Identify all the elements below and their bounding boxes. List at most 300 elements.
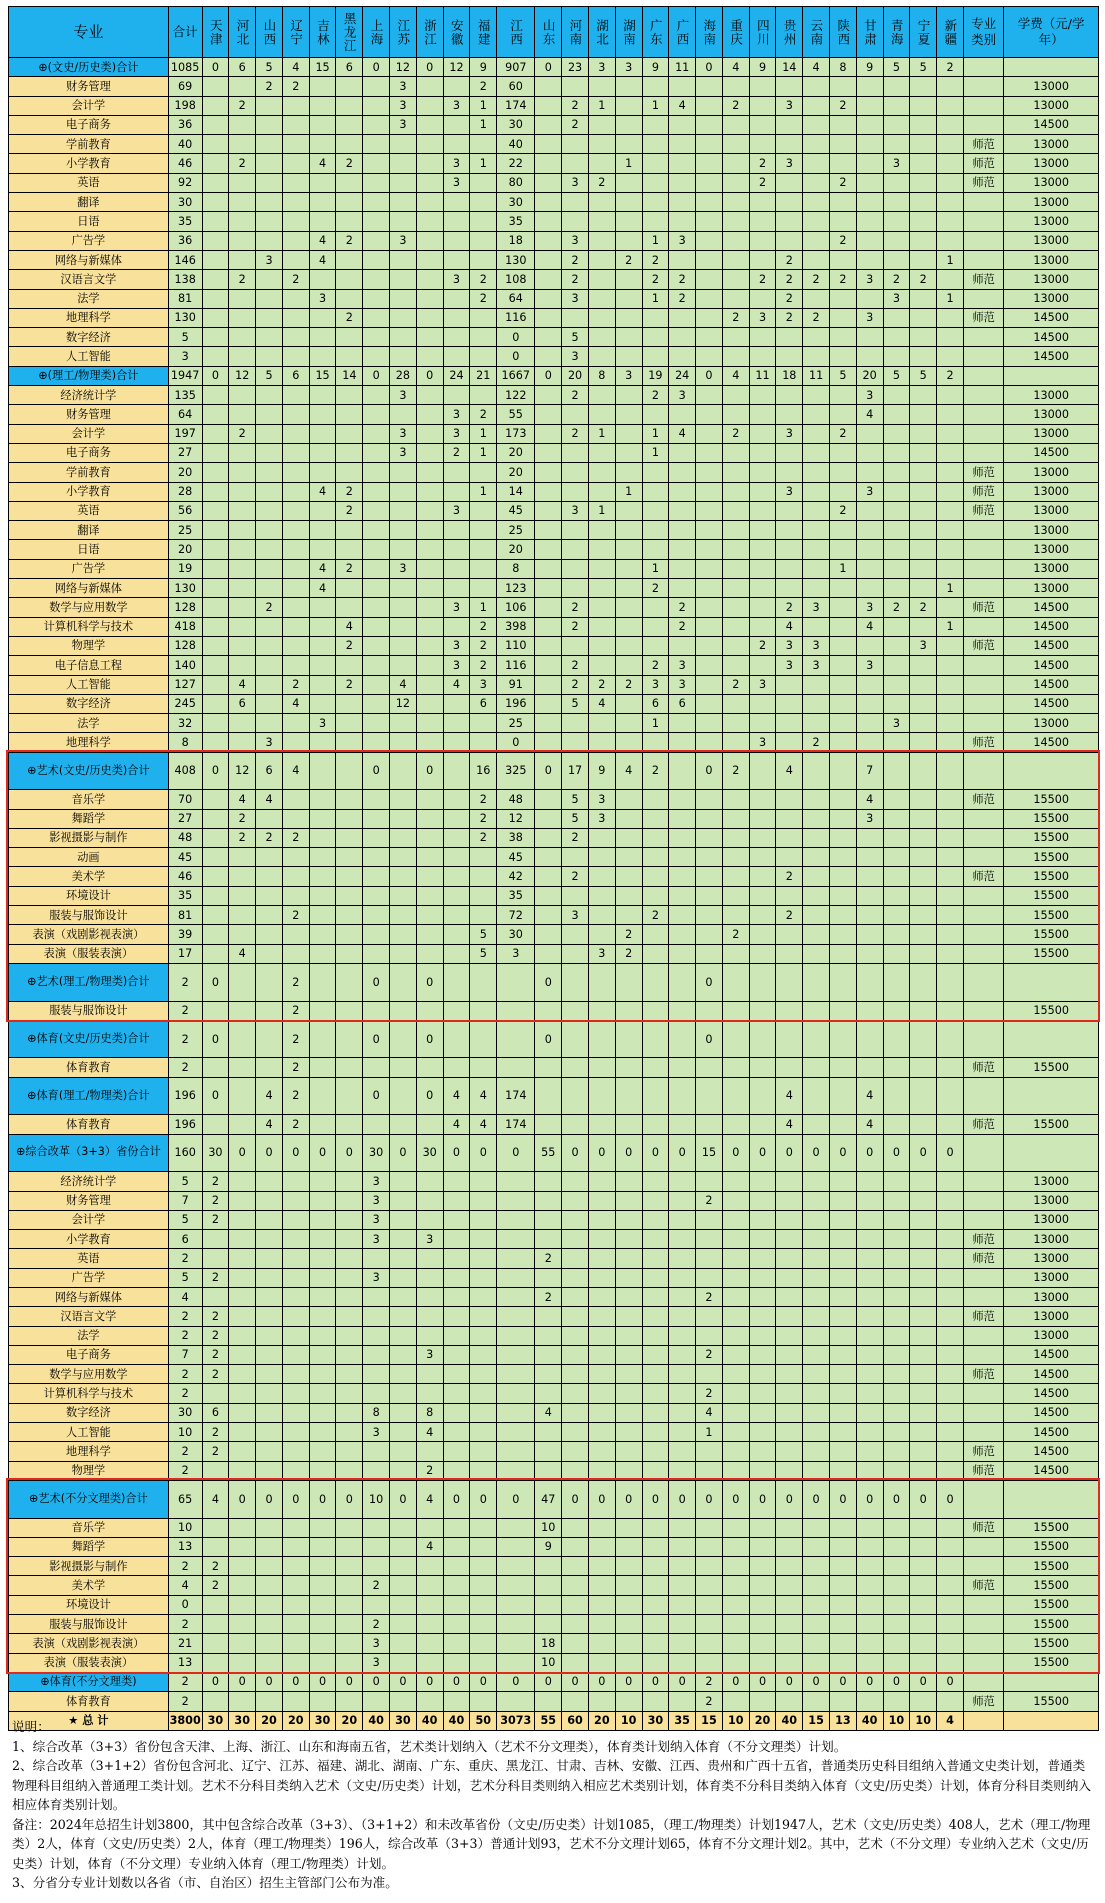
province-count: 3 xyxy=(443,424,470,443)
province-count xyxy=(749,598,776,617)
province-count xyxy=(937,925,964,944)
province-count xyxy=(829,963,856,1001)
province-count xyxy=(696,521,723,540)
province-count: 2 xyxy=(696,1692,723,1711)
fee-cell: 15500 xyxy=(1004,1058,1099,1077)
province-count xyxy=(615,828,642,847)
province-count xyxy=(535,598,562,617)
province-count xyxy=(856,848,883,867)
province-count xyxy=(562,135,589,154)
province-count xyxy=(470,1518,497,1537)
major-name: 网络与新媒体 xyxy=(9,250,169,269)
province-count xyxy=(883,308,910,327)
province-count: 1 xyxy=(642,559,669,578)
province-count xyxy=(390,925,417,944)
province-count: 4 xyxy=(256,790,283,809)
province-count xyxy=(416,1326,443,1345)
province-count xyxy=(497,1653,535,1672)
province-count: 0 xyxy=(749,1134,776,1172)
category-cell xyxy=(963,1134,1004,1172)
fee-cell xyxy=(1004,752,1099,790)
province-count xyxy=(562,405,589,424)
province-count xyxy=(309,1249,336,1268)
row-total: 32 xyxy=(168,714,202,733)
major-name: 经济统计学 xyxy=(9,386,169,405)
province-count xyxy=(588,250,615,269)
row-total: 36 xyxy=(168,115,202,134)
province-count xyxy=(562,1461,589,1480)
province-count xyxy=(776,1442,803,1461)
province-count: 2 xyxy=(615,250,642,269)
province-count xyxy=(722,1115,749,1134)
province-count xyxy=(588,308,615,327)
province-count xyxy=(363,1288,390,1307)
province-count xyxy=(749,1210,776,1229)
province-count: 0 xyxy=(696,366,723,385)
province-count xyxy=(229,443,256,462)
row-total: 10 xyxy=(168,1423,202,1442)
province-count: 4 xyxy=(443,1077,470,1115)
fee-cell: 13000 xyxy=(1004,1210,1099,1229)
province-count xyxy=(776,540,803,559)
table-row xyxy=(9,579,1099,598)
row-total: 35 xyxy=(168,212,202,231)
fee-cell: 13000 xyxy=(1004,250,1099,269)
province-count xyxy=(722,694,749,713)
fee-cell xyxy=(1004,1134,1099,1172)
fee-cell: 15500 xyxy=(1004,848,1099,867)
province-count xyxy=(696,443,723,462)
province-count: 0 xyxy=(642,1672,669,1691)
province-count xyxy=(562,1288,589,1307)
province-count xyxy=(803,1058,830,1077)
province-count xyxy=(749,579,776,598)
province-count: 0 xyxy=(856,1134,883,1172)
table-row xyxy=(9,906,1099,925)
province-count: 12 xyxy=(497,809,535,828)
province-count xyxy=(309,867,336,886)
province-count xyxy=(883,867,910,886)
province-count xyxy=(497,1326,535,1345)
province-count xyxy=(309,135,336,154)
province-count: 10 xyxy=(535,1653,562,1672)
province-count: 3 xyxy=(588,790,615,809)
province-count xyxy=(443,1692,470,1711)
province-count xyxy=(535,463,562,482)
province-count xyxy=(282,579,309,598)
province-count: 30 xyxy=(497,115,535,134)
province-count xyxy=(803,1210,830,1229)
province-count xyxy=(722,521,749,540)
province-count xyxy=(803,1077,830,1115)
province-count xyxy=(416,1576,443,1595)
province-count: 45 xyxy=(497,848,535,867)
notes-section xyxy=(12,1717,1092,1893)
province-count: 0 xyxy=(803,1672,830,1691)
province-count xyxy=(749,944,776,963)
province-count: 2 xyxy=(829,173,856,192)
province-count xyxy=(470,212,497,231)
province-count xyxy=(282,135,309,154)
province-count xyxy=(588,1288,615,1307)
province-count xyxy=(669,1115,696,1134)
province-count: 3 xyxy=(470,675,497,694)
province-count xyxy=(535,1326,562,1345)
row-total: 56 xyxy=(168,501,202,520)
province-count xyxy=(722,867,749,886)
province-count xyxy=(883,212,910,231)
province-count: 4 xyxy=(856,1115,883,1134)
province-count xyxy=(416,944,443,963)
province-count xyxy=(803,482,830,501)
province-count: 18 xyxy=(497,231,535,250)
major-name: 经济统计学 xyxy=(9,1172,169,1191)
province-count xyxy=(416,617,443,636)
province-count xyxy=(669,944,696,963)
province-count xyxy=(562,1020,589,1058)
province-count xyxy=(336,1576,363,1595)
province-count xyxy=(749,135,776,154)
province-count xyxy=(910,714,937,733)
province-count: 3 xyxy=(443,636,470,655)
province-count xyxy=(803,328,830,347)
fee-cell xyxy=(1004,1020,1099,1058)
province-count xyxy=(722,135,749,154)
province-count xyxy=(803,1172,830,1191)
fee-cell: 14500 xyxy=(1004,617,1099,636)
province-count: 6 xyxy=(202,1403,229,1422)
row-total: 418 xyxy=(168,617,202,636)
category-cell xyxy=(963,1595,1004,1614)
province-count: 48 xyxy=(497,790,535,809)
province-count xyxy=(443,790,470,809)
province-count xyxy=(202,405,229,424)
province-count xyxy=(256,1403,283,1422)
province-count: 2 xyxy=(776,270,803,289)
category-cell xyxy=(963,1423,1004,1442)
table-row xyxy=(9,809,1099,828)
fee-cell: 15500 xyxy=(1004,1595,1099,1614)
fee-cell: 13000 xyxy=(1004,463,1099,482)
province-count xyxy=(535,521,562,540)
province-count xyxy=(390,1001,417,1020)
province-count xyxy=(642,1020,669,1058)
province-count xyxy=(309,1653,336,1672)
province-count xyxy=(749,1001,776,1020)
province-count xyxy=(669,1653,696,1672)
province-count xyxy=(497,1191,535,1210)
province-count xyxy=(615,1268,642,1287)
province-count xyxy=(615,173,642,192)
province-count xyxy=(776,1557,803,1576)
province-count xyxy=(470,1230,497,1249)
province-count xyxy=(282,521,309,540)
province-count xyxy=(642,154,669,173)
province-count xyxy=(443,1634,470,1653)
province-count xyxy=(883,405,910,424)
province-count xyxy=(829,579,856,598)
province-count xyxy=(282,1595,309,1614)
province-count xyxy=(202,308,229,327)
province-count xyxy=(615,386,642,405)
province-count xyxy=(722,289,749,308)
province-count xyxy=(829,308,856,327)
province-count xyxy=(588,579,615,598)
province-count xyxy=(229,1615,256,1634)
province-count: 2 xyxy=(749,270,776,289)
province-count xyxy=(229,1249,256,1268)
major-name: 财务管理 xyxy=(9,405,169,424)
province-count: 4 xyxy=(937,1711,964,1730)
province-count: 2 xyxy=(229,828,256,847)
province-count: 2 xyxy=(588,675,615,694)
province-count xyxy=(562,733,589,752)
province-count xyxy=(937,193,964,212)
fee-cell: 13000 xyxy=(1004,289,1099,308)
province-count xyxy=(229,501,256,520)
group-name: ⊕体育(文史/历史类)合计 xyxy=(9,1020,169,1058)
row-total: 46 xyxy=(168,867,202,886)
table-row xyxy=(9,212,1099,231)
province-count xyxy=(443,1403,470,1422)
province-count xyxy=(856,1653,883,1672)
province-count xyxy=(229,77,256,96)
province-count xyxy=(883,559,910,578)
province-count xyxy=(803,848,830,867)
province-count xyxy=(282,1403,309,1422)
province-count xyxy=(470,733,497,752)
major-name: 英语 xyxy=(9,501,169,520)
province-count xyxy=(722,482,749,501)
province-count xyxy=(588,1191,615,1210)
province-count: 4 xyxy=(229,675,256,694)
province-count: 0 xyxy=(470,1134,497,1172)
province-count xyxy=(937,443,964,462)
province-count xyxy=(470,386,497,405)
province-count xyxy=(883,809,910,828)
province-count xyxy=(615,809,642,828)
province-count xyxy=(256,579,283,598)
province-count xyxy=(749,963,776,1001)
province-count xyxy=(535,828,562,847)
province-count xyxy=(562,1442,589,1461)
province-count xyxy=(776,675,803,694)
province-count xyxy=(535,386,562,405)
row-total: 48 xyxy=(168,828,202,847)
province-count xyxy=(776,1191,803,1210)
province-count xyxy=(883,1384,910,1403)
province-count xyxy=(803,1020,830,1058)
province-count: 4 xyxy=(443,1115,470,1134)
province-count xyxy=(562,1557,589,1576)
province-count xyxy=(535,1557,562,1576)
table-row xyxy=(9,1307,1099,1326)
province-count xyxy=(256,694,283,713)
province-count xyxy=(588,1365,615,1384)
province-count xyxy=(390,1077,417,1115)
province-count xyxy=(336,328,363,347)
province-count: 5 xyxy=(883,366,910,385)
province-count xyxy=(309,1442,336,1461)
province-count xyxy=(336,1077,363,1115)
province-count xyxy=(416,328,443,347)
province-count xyxy=(202,675,229,694)
province-count: 30 xyxy=(363,1134,390,1172)
header-province: 安徽 xyxy=(443,7,470,58)
province-count xyxy=(669,733,696,752)
province-count xyxy=(615,559,642,578)
province-count xyxy=(910,1461,937,1480)
province-count xyxy=(336,1384,363,1403)
province-count xyxy=(588,1172,615,1191)
province-count xyxy=(856,193,883,212)
province-count xyxy=(937,77,964,96)
province-count: 3 xyxy=(390,386,417,405)
province-count: 12 xyxy=(229,366,256,385)
province-count: 3 xyxy=(615,366,642,385)
province-count: 2 xyxy=(202,1307,229,1326)
province-count: 4 xyxy=(229,944,256,963)
province-count xyxy=(588,1576,615,1595)
province-count xyxy=(588,1077,615,1115)
province-count xyxy=(588,1326,615,1345)
province-count xyxy=(642,790,669,809)
province-count xyxy=(309,906,336,925)
province-count xyxy=(202,925,229,944)
major-name: 法学 xyxy=(9,289,169,308)
fee-cell: 13000 xyxy=(1004,154,1099,173)
province-count xyxy=(470,347,497,366)
province-count xyxy=(829,1576,856,1595)
category-cell xyxy=(963,212,1004,231)
province-count xyxy=(336,944,363,963)
province-count xyxy=(910,925,937,944)
province-count xyxy=(363,1326,390,1345)
province-count xyxy=(282,1461,309,1480)
province-count xyxy=(390,154,417,173)
header-province: 湖北 xyxy=(588,7,615,58)
province-count xyxy=(282,1210,309,1229)
province-count xyxy=(696,1365,723,1384)
province-count: 2 xyxy=(470,809,497,828)
province-count xyxy=(615,463,642,482)
category-cell xyxy=(963,809,1004,828)
province-count xyxy=(803,944,830,963)
province-count xyxy=(883,1537,910,1556)
table-row xyxy=(9,1557,1099,1576)
province-count xyxy=(309,521,336,540)
province-count xyxy=(803,675,830,694)
province-count: 2 xyxy=(363,1576,390,1595)
province-count xyxy=(722,463,749,482)
province-count: 1 xyxy=(642,96,669,115)
province-count: 1 xyxy=(588,424,615,443)
province-count xyxy=(416,906,443,925)
province-count: 0 xyxy=(256,1672,283,1691)
province-count xyxy=(776,1288,803,1307)
province-count xyxy=(722,886,749,905)
province-count: 2 xyxy=(722,96,749,115)
category-cell xyxy=(963,1634,1004,1653)
province-count xyxy=(470,886,497,905)
category-cell: 师范 xyxy=(963,154,1004,173)
province-count: 3 xyxy=(363,1423,390,1442)
province-count: 20 xyxy=(588,1711,615,1730)
province-count xyxy=(282,250,309,269)
province-count xyxy=(669,1058,696,1077)
province-count xyxy=(256,1326,283,1345)
province-count xyxy=(497,1307,535,1326)
province-count xyxy=(416,405,443,424)
province-count xyxy=(803,405,830,424)
province-count xyxy=(669,559,696,578)
province-count xyxy=(443,714,470,733)
province-count: 0 xyxy=(535,1020,562,1058)
province-count: 0 xyxy=(497,347,535,366)
province-count: 2 xyxy=(535,1288,562,1307)
province-count xyxy=(470,1249,497,1268)
row-total: 7 xyxy=(168,1191,202,1210)
province-count xyxy=(829,675,856,694)
province-count xyxy=(856,328,883,347)
province-count xyxy=(696,1001,723,1020)
province-count xyxy=(470,867,497,886)
province-count xyxy=(443,1384,470,1403)
province-count xyxy=(749,289,776,308)
province-count xyxy=(722,1001,749,1020)
province-count xyxy=(363,289,390,308)
major-name: 学前教育 xyxy=(9,463,169,482)
province-count xyxy=(722,1326,749,1345)
category-cell xyxy=(963,386,1004,405)
province-count xyxy=(416,828,443,847)
province-count xyxy=(669,1191,696,1210)
province-count xyxy=(856,1001,883,1020)
province-count xyxy=(336,1461,363,1480)
province-count: 3 xyxy=(856,386,883,405)
province-count xyxy=(309,443,336,462)
category-cell xyxy=(963,1345,1004,1364)
category-cell xyxy=(963,925,1004,944)
province-count xyxy=(615,1557,642,1576)
province-count: 2 xyxy=(883,598,910,617)
province-count xyxy=(229,579,256,598)
table-row xyxy=(9,617,1099,636)
province-count xyxy=(309,1345,336,1364)
province-count xyxy=(803,925,830,944)
province-count: 30 xyxy=(416,1134,443,1172)
province-count xyxy=(535,733,562,752)
province-count xyxy=(642,405,669,424)
province-count: 0 xyxy=(562,1480,589,1518)
province-count xyxy=(883,1307,910,1326)
province-count xyxy=(856,867,883,886)
province-count: 2 xyxy=(749,154,776,173)
group-total-row xyxy=(9,1480,1099,1518)
province-count xyxy=(829,886,856,905)
province-count xyxy=(497,1001,535,1020)
province-count xyxy=(282,1576,309,1595)
province-count: 0 xyxy=(256,1134,283,1172)
province-count xyxy=(562,1001,589,1020)
province-count xyxy=(282,733,309,752)
province-count xyxy=(309,733,336,752)
province-count xyxy=(749,1692,776,1711)
table-row xyxy=(9,231,1099,250)
province-count xyxy=(416,886,443,905)
province-count xyxy=(390,135,417,154)
province-count: 2 xyxy=(416,1461,443,1480)
